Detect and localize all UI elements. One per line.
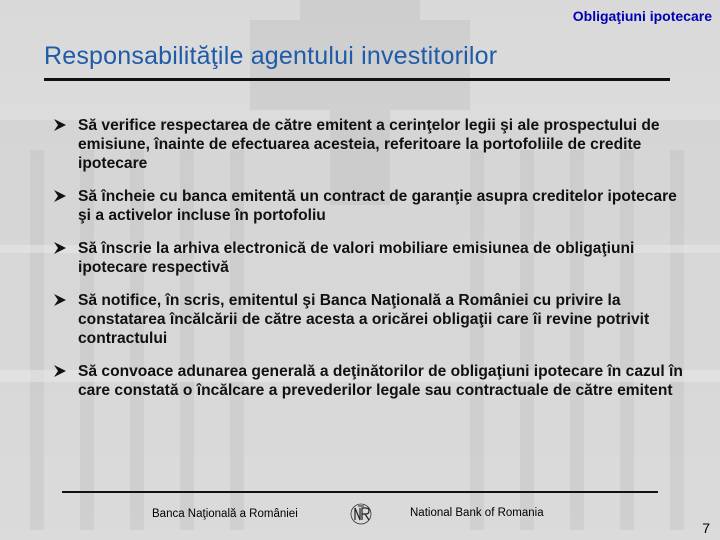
list-item bbox=[52, 116, 692, 173]
bullet-text: Să convoace adunarea generală a deţinătorilor de obligaţiuni ipotecare în cazul în care constată o încălcare a prevederilor legale sau contractuale de către emitent bbox=[78, 363, 683, 399]
bullet-text: Să încheie cu banca emitentă un contract de garanţie asupra creditelor ipotecare şi a activelor incluse în portofoliu bbox=[78, 188, 677, 224]
bullet-text: Să înscrie la arhiva electronică de valori mobiliare emisiunea de obligaţiuni ipotecare respectivă bbox=[78, 240, 635, 276]
bullet-text: Să notifice, în scris, emitentul şi Banca Naţională a României cu privire la constatarea încălcării de către acesta a oricărei obligaţii care îi revine potrivit contractului bbox=[78, 292, 650, 347]
footer-bank-name-ro: Banca Naţională a României bbox=[152, 508, 298, 520]
arrow-bullet-icon bbox=[52, 292, 68, 308]
list-item bbox=[52, 291, 692, 348]
bullet-list bbox=[52, 116, 692, 414]
page-number: 7 bbox=[702, 520, 710, 536]
list-item bbox=[52, 362, 692, 400]
title-divider bbox=[44, 78, 670, 81]
arrow-bullet-icon bbox=[52, 240, 68, 256]
arrow-bullet-icon bbox=[52, 188, 68, 204]
list-item bbox=[52, 187, 692, 225]
arrow-bullet-icon bbox=[52, 117, 68, 133]
page-title: Responsabilităţile agentului investitorilor bbox=[44, 42, 498, 70]
arrow-bullet-icon bbox=[52, 363, 68, 379]
bnr-monogram-icon bbox=[348, 502, 374, 526]
bullet-text: Să verifice respectarea de către emitent a cerinţelor legii şi ale prospectului de emisiune, înainte de efectuarea acesteia, referitoare la portofoliile de credite ipotecare bbox=[78, 117, 660, 172]
topic-header: Obligaţiuni ipotecare bbox=[572, 8, 712, 24]
footer-bank-name-en: National Bank of Romania bbox=[410, 507, 544, 519]
footer-divider bbox=[62, 491, 658, 493]
list-item bbox=[52, 239, 692, 277]
